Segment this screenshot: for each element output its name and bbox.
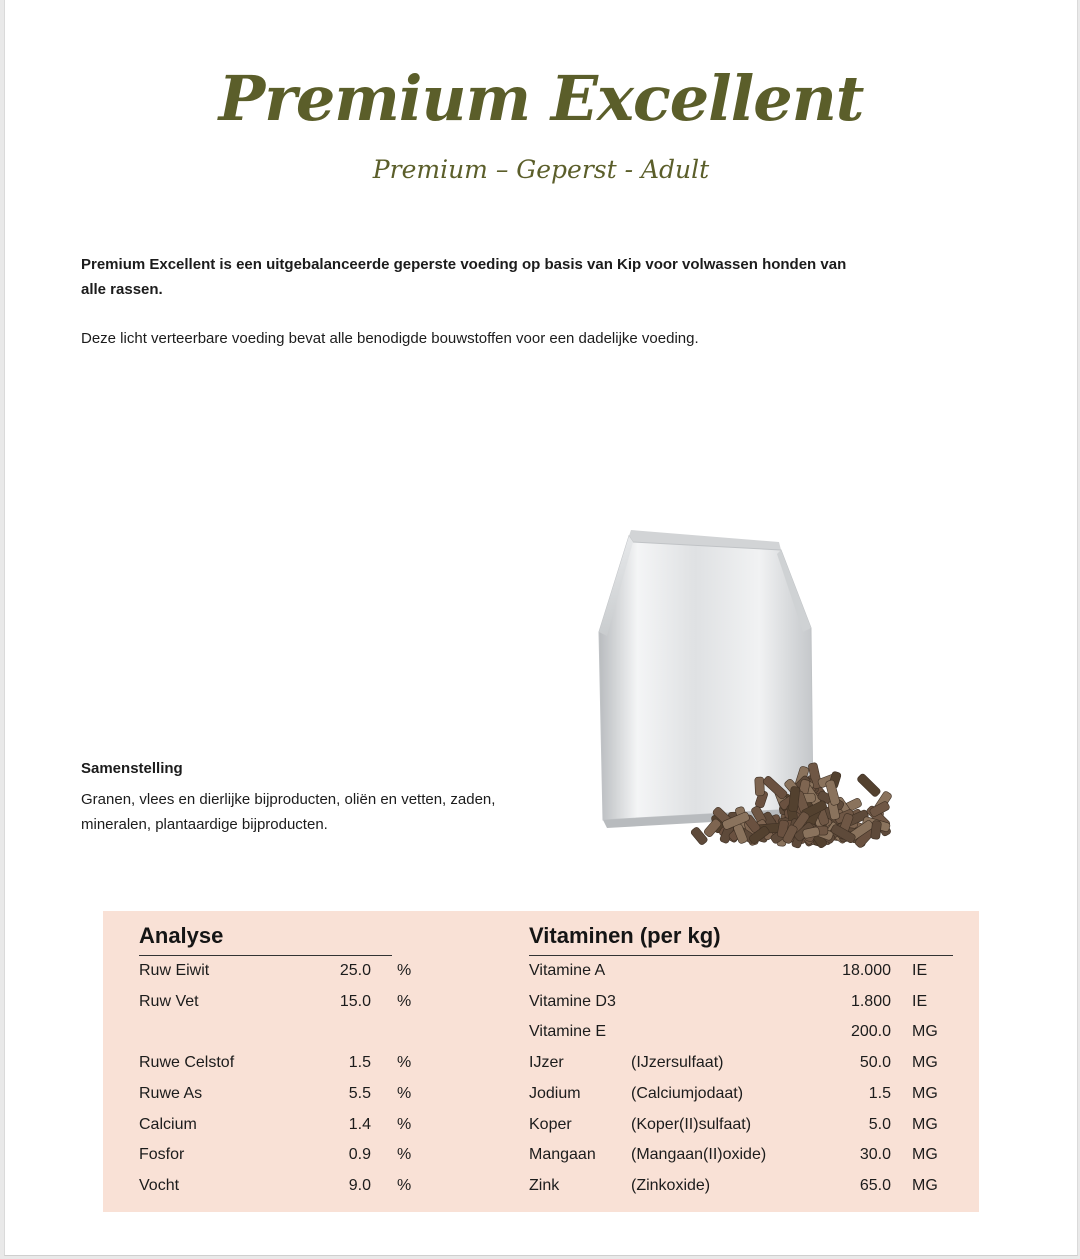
vitamin-source: (Mangaan(II)oxide) [631, 1146, 767, 1164]
vitamin-source: (Zinkoxide) [631, 1176, 711, 1194]
vitamin-value: 30.0 [859, 1146, 891, 1164]
vitamin-name: Mangaan [529, 1146, 596, 1164]
vitamin-unit: MG [912, 1146, 938, 1164]
analysis-value: 5.5 [348, 1084, 371, 1102]
vitamin-row [529, 1113, 959, 1137]
vitamin-row [529, 1020, 959, 1044]
analysis-value: 0.9 [348, 1146, 371, 1164]
analysis-unit: % [397, 962, 412, 979]
vitamin-source: (IJzersulfaat) [631, 1054, 724, 1072]
vitamin-value: 50.0 [859, 1054, 891, 1072]
analysis-value: 9.0 [348, 1176, 371, 1194]
vitamin-name: Zink [529, 1176, 560, 1194]
analysis-row [139, 1113, 412, 1137]
analysis-name: Ruwe As [139, 1084, 203, 1102]
analysis-row [139, 1082, 412, 1106]
vitamin-unit: MG [912, 1023, 938, 1041]
vitamin-unit: IE [912, 992, 928, 1010]
analysis-unit: % [397, 1115, 412, 1133]
product-bag-image [585, 528, 930, 890]
analysis-row [139, 990, 412, 1014]
vitamin-unit: MG [912, 1054, 938, 1072]
vitamin-name: Koper [529, 1115, 572, 1133]
vitamin-name: Vitamine A [529, 962, 606, 979]
analysis-name: Ruwe Celstof [139, 1054, 235, 1072]
analysis-value: 1.5 [348, 1054, 371, 1072]
composition-text: Granen, vlees en dierlijke bijproducten, oliën en vetten, zaden, mineralen, plantaardige bijproducten. [81, 791, 496, 833]
nutrition-panel [103, 911, 979, 1212]
vitamin-value: 65.0 [859, 1176, 891, 1194]
vitamin-value: 18.000 [842, 962, 891, 979]
page-subtitle: Premium – Geperst - Adult [372, 155, 710, 184]
analysis-row [139, 1143, 412, 1167]
analysis-name: Ruw Eiwit [139, 962, 210, 979]
analysis-row [139, 959, 412, 983]
vitamin-value: 200.0 [850, 1023, 891, 1041]
intro-paragraph: Deze licht verteerbare voeding bevat alle benodigde bouwstoffen voor een dadelijke voeding. [81, 330, 699, 347]
vitamin-row [529, 990, 959, 1014]
vitamin-row [529, 1051, 959, 1075]
vitamin-name: Vitamine E [529, 1023, 607, 1041]
vitamin-row [529, 1143, 959, 1167]
page-title: Premium Excellent [218, 62, 864, 135]
analysis-value: 25.0 [339, 962, 371, 979]
vitamin-name: Jodium [529, 1084, 581, 1102]
analysis-unit: % [397, 1084, 412, 1102]
document-page [4, 0, 1078, 1256]
vitamins-divider [529, 955, 953, 956]
vitamin-unit: MG [912, 1115, 938, 1133]
vitamin-unit: IE [912, 962, 928, 979]
vitamin-name: IJzer [529, 1054, 564, 1072]
vitamins-title: Vitaminen (per kg) [529, 923, 721, 948]
vitamin-value: 1.5 [868, 1084, 891, 1102]
analysis-row [139, 1174, 412, 1198]
vitamin-value: 1.800 [850, 992, 891, 1010]
vitamin-unit: MG [912, 1084, 938, 1102]
analysis-unit: % [397, 1054, 412, 1072]
intro-bold-paragraph: Premium Excellent is een uitgebalanceerde geperste voeding op basis van Kip voor volwassen honden van alle rassen. [81, 256, 847, 298]
analysis-unit: % [397, 1176, 412, 1194]
analysis-name: Calcium [139, 1115, 197, 1133]
analysis-name: Ruw Vet [139, 992, 199, 1010]
analysis-row [139, 1051, 412, 1075]
analysis-title: Analyse [139, 923, 224, 948]
vitamin-row [529, 1174, 959, 1198]
vitamin-row [529, 1082, 959, 1106]
analysis-divider [139, 955, 392, 956]
vitamin-unit: MG [912, 1176, 938, 1194]
vitamin-value: 5.0 [868, 1115, 891, 1133]
vitamin-source: (Calciumjodaat) [631, 1084, 744, 1102]
analysis-value: 1.4 [348, 1115, 371, 1133]
analysis-name: Vocht [139, 1176, 180, 1194]
vitamin-source: (Koper(II)sulfaat) [631, 1115, 752, 1133]
vitamin-name: Vitamine D3 [529, 992, 616, 1010]
composition-heading: Samenstelling [81, 760, 183, 777]
analysis-unit: % [397, 992, 412, 1010]
vitamin-row [529, 959, 959, 983]
analysis-name: Fosfor [139, 1146, 185, 1164]
analysis-value: 15.0 [339, 992, 371, 1010]
analysis-unit: % [397, 1146, 412, 1164]
analysis-row [139, 1020, 399, 1044]
